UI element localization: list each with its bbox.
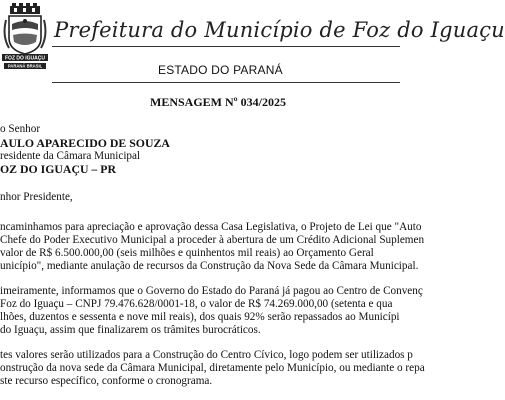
paragraph-1 xyxy=(0,221,424,273)
paragraph-line: ncaminhamos para apreciação e aprovação dessa Casa Legislativa, o Projeto de Lei que "Auto xyxy=(0,221,422,233)
paragraph-line: lhões, duzentos e sessenta e nove mil reais), dos quais 92% serão repassados ao Municípi xyxy=(0,311,400,323)
paragraph-line: valor de R$ 6.500.000,00 (seis milhões e quinhentos mil reais) ao Orçamento Geral xyxy=(0,247,374,259)
recipient-role: residente da Câmara Municipal xyxy=(0,150,141,162)
greeting: nhor Presidente, xyxy=(0,191,73,203)
letterhead-title: Prefeitura do Município de Foz do Iguaçu xyxy=(54,18,505,42)
municipal-crest-logo xyxy=(0,2,50,76)
recipient-salutation: o Senhor xyxy=(0,123,41,135)
paragraph-line: Foz do Iguaçu – CNPJ 79.476.628/0001-18, o valor de R$ 74.269.000,00 (setenta e qua xyxy=(0,298,393,310)
paragraph-line: do Iguaçu, assim que finalizarem os trâmites burocráticos. xyxy=(0,324,261,336)
state-divider xyxy=(52,82,400,83)
recipient-city: OZ DO IGUAÇU – PR xyxy=(0,162,117,176)
paragraph-line: Chefe do Poder Executivo Municipal a proceder à abertura de um Crédito Adicional Suplemen xyxy=(0,234,425,246)
paragraph-line: ste recurso específico, conforme o cronograma. xyxy=(0,375,213,387)
recipient-name: AULO APARECIDO DE SOUZA xyxy=(0,136,170,150)
crest-state-band: PARANÁ BRASIL xyxy=(7,63,43,69)
state-label: ESTADO DO PARANÁ xyxy=(158,63,283,77)
header-divider xyxy=(52,46,400,47)
message-title: MENSAGEM Nº 034/2025 xyxy=(150,95,286,109)
paragraph-line: onstrução da nova sede da Câmara Municipal, diretamente pelo Município, ou mediante o repa xyxy=(0,362,425,374)
paragraph-line: imeiramente, informamos que o Governo do Estado do Paraná já pagou ao Centro de Convenç xyxy=(0,285,423,297)
paragraph-2 xyxy=(0,285,423,337)
paragraph-line: unicípio", mediante anulação de recursos da Construção da Nova Sede da Câmara Municipal. xyxy=(0,260,419,272)
crest-name-band: FOZ DO IGUAÇU xyxy=(5,55,45,62)
paragraph-3 xyxy=(0,349,425,388)
paragraph-line: tes valores serão utilizados para a Construção do Centro Cívico, logo podem ser utilizados p xyxy=(0,349,413,361)
